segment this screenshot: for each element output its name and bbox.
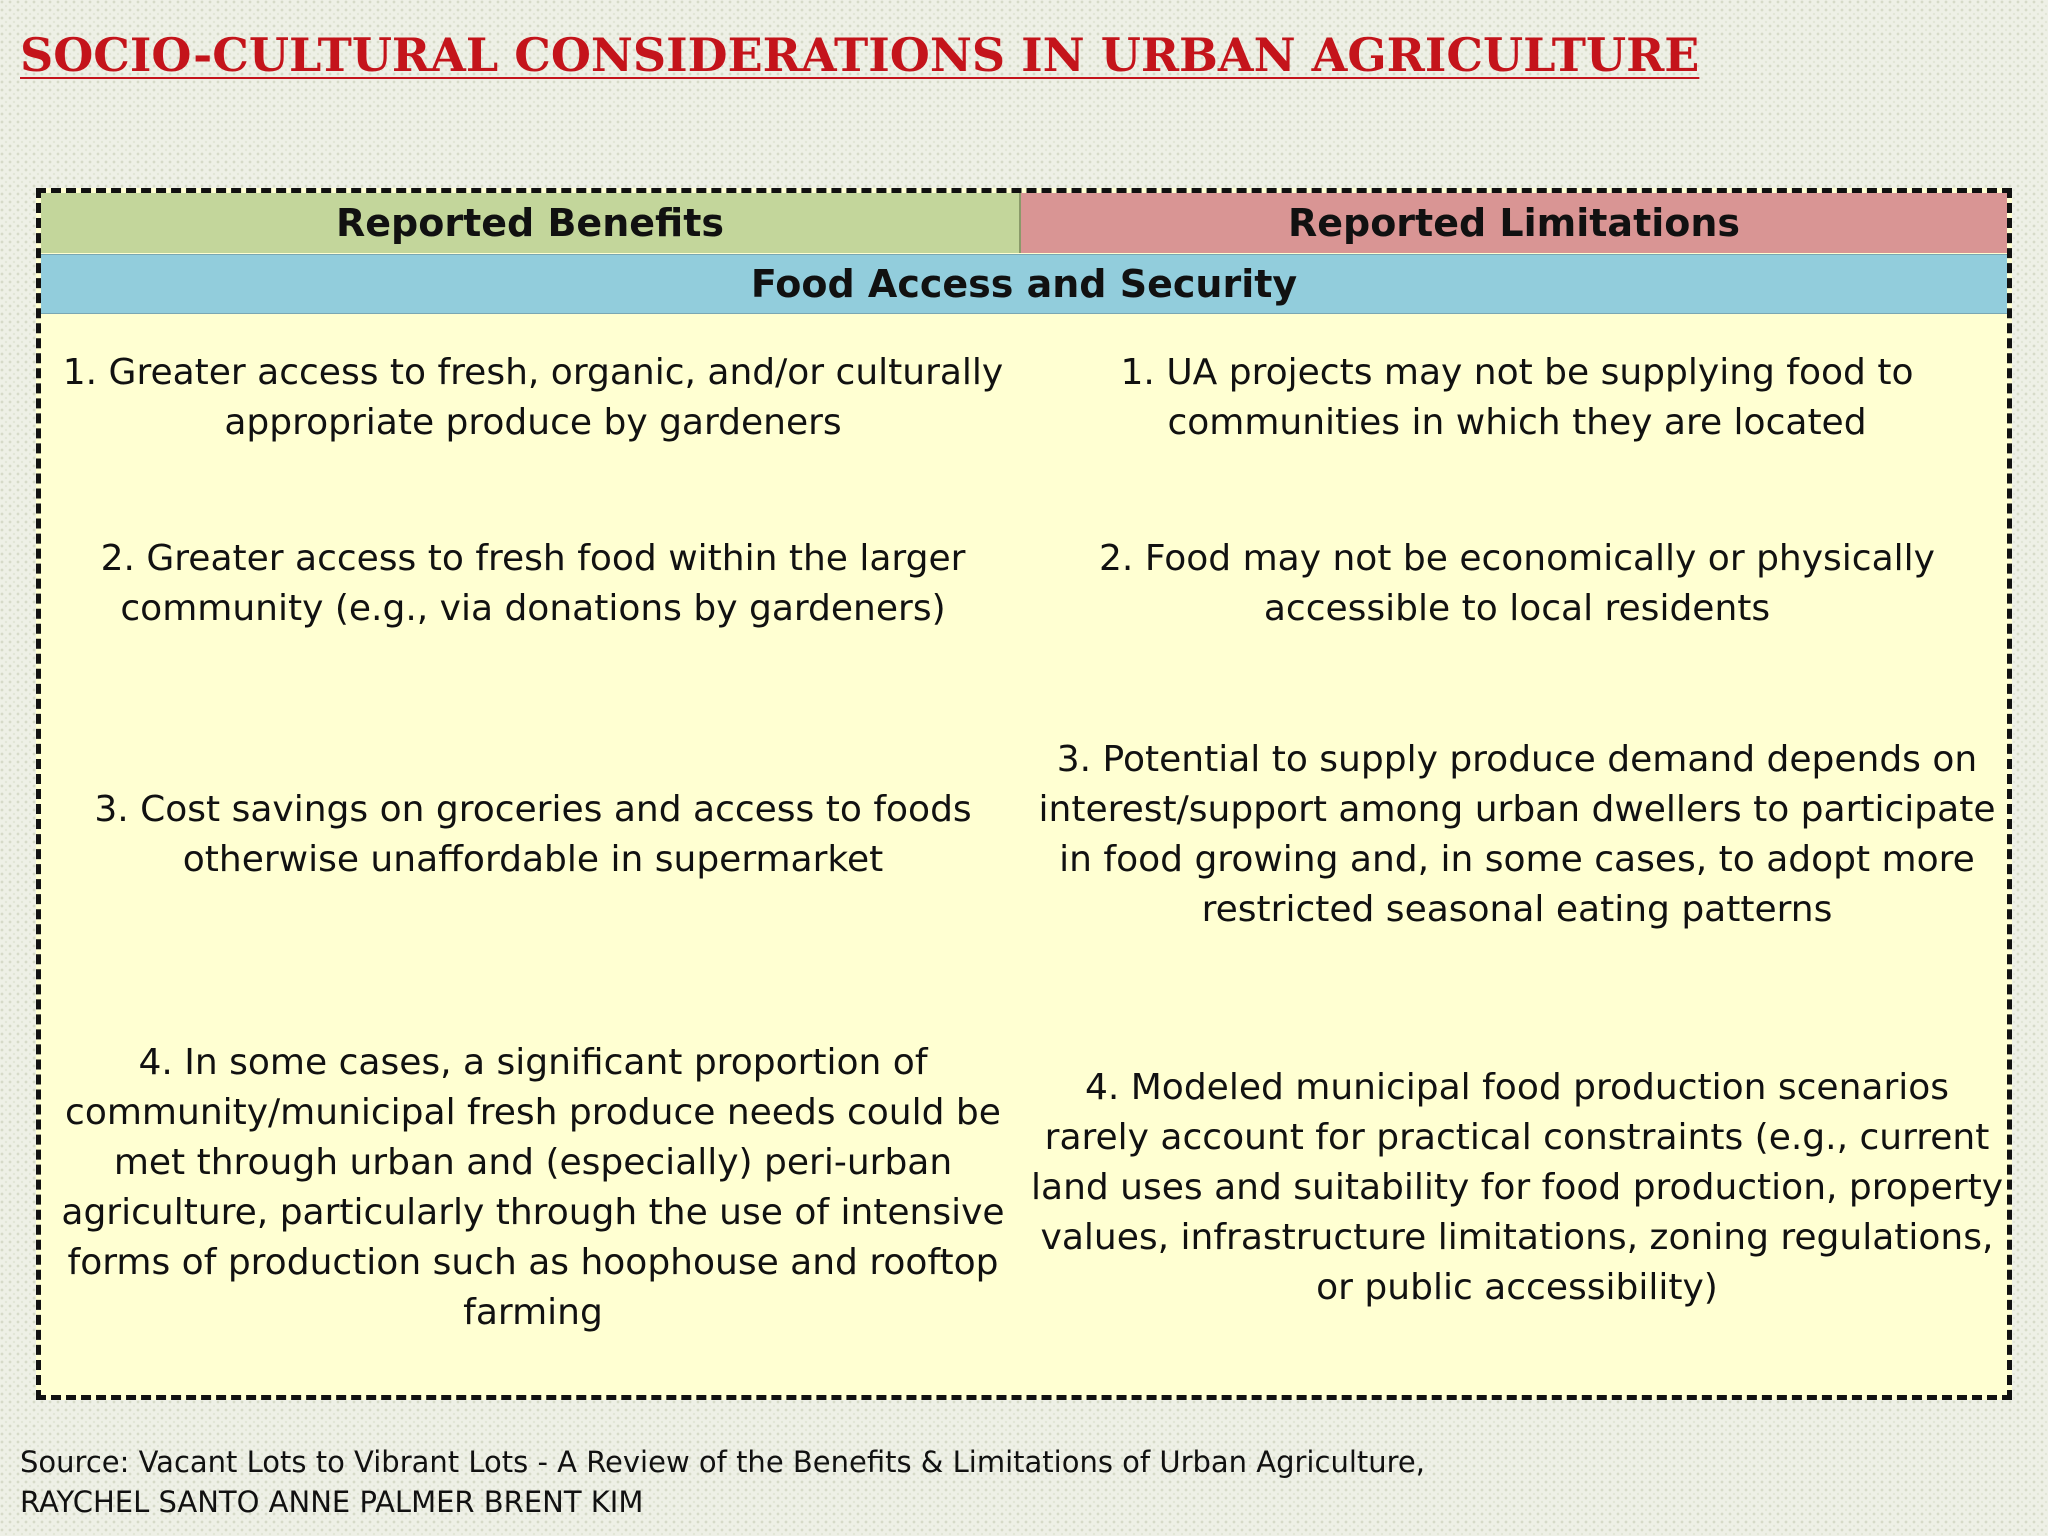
section-title: Food Access and Security (41, 254, 2007, 314)
comparison-table (36, 188, 2012, 1400)
source-line-1: Source: Vacant Lots to Vibrant Lots - A Review of the Benefits & Limitations of Urban Agriculture, (20, 1445, 1425, 1479)
page-title: SOCIO-CULTURAL CONSIDERATIONS IN URBAN AGRICULTURE (20, 28, 1700, 82)
limitation-item: 1. UA projects may not be supplying food to communities in which they are located (1120, 352, 1914, 443)
limitation-item: 4. Modeled municipal food production scenarios rarely account for practical constraints (e.g., current land uses and suitability for food production, property values, infrastructure limitations, zoning regulations, or public accessibility) (1031, 1067, 2003, 1308)
source-line-2: RAYCHEL SANTO ANNE PALMER BRENT KIM (20, 1485, 644, 1519)
limitations-header: Reported Limitations (1021, 193, 2007, 253)
benefit-item: 2. Greater access to fresh food within the larger community (e.g., via donations by gardeners) (100, 538, 966, 629)
source-citation (20, 1442, 1425, 1522)
benefit-item: 1. Greater access to fresh, organic, and/or culturally appropriate produce by gardeners (62, 352, 1004, 443)
limitation-item: 3. Potential to supply produce demand depends on interest/support among urban dwellers to participate in food growing and, in some cases, to adopt more restricted seasonal eating patterns (1038, 739, 1996, 930)
table-header-row (41, 193, 2007, 253)
benefit-item: 4. In some cases, a significant proportion of community/municipal fresh produce needs could be met through urban and (especially) peri-urban agriculture, particularly through the use of intensive forms of production such as hoophouse and rooftop farming (61, 1042, 1005, 1333)
benefit-item: 3. Cost savings on groceries and access to foods otherwise unaffordable in supermarket (94, 789, 972, 880)
benefits-header: Reported Benefits (41, 193, 1021, 253)
limitation-item: 2. Food may not be economically or physically accessible to local residents (1099, 538, 1935, 629)
